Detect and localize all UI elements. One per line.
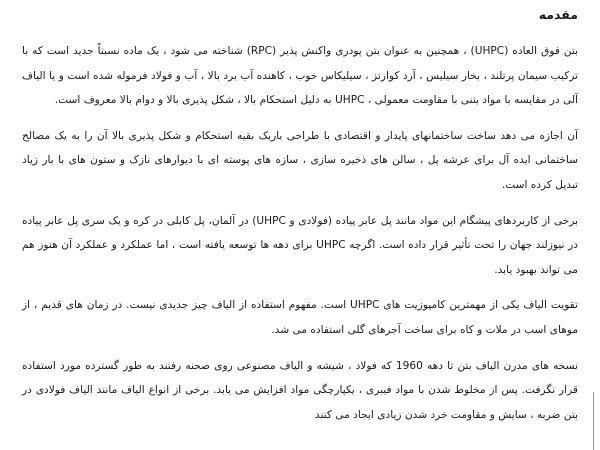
document-body <box>22 6 578 427</box>
paragraph-fiber-reinforcement: تقویت الیاف یکی از مهمترین کامپوزیت های UHPC است. مفهوم استفاده از الیاف چیز جدیدی نیست. در زمان های قدیم ، از موهای اسب در ملات و کاه برای ساخت آجرهای گلی استفاده می شد. <box>22 299 578 336</box>
paragraph-pioneer-applications: برخی از کاربردهای پیشگام این مواد مانند پل عابر پیاده (فولادی و UHPC) در آلمان، پل کابلی در کره و یک سری پل عابر پیاده در نیوزلند جهان را تحت تأثیر قرار داده است. اگرچه UHPC برای دهه ها توسعه یافته است ، اما عملکرد و عملکرد آن هنوز هم می تواند بهبود یابد. <box>22 214 578 276</box>
paragraph-modern-fibers: نسخه های مدرن الیاف بتن تا دهه 1960 که فولاد ، شیشه و الیاف مصنوعی روی صحنه رفتند به طور گسترده مورد استفاده قرار نگرفت. پس از مخلوط شدن با مواد فیبری ، یکپارچگی مواد افزایش می یابد. برخی از انواع الیاف مانند الیاف فولادی در بتن ضربه ، سایش و مقاومت خرد شدن زیادی ایجاد می کنند <box>22 359 578 421</box>
paragraph-sustainable-construction: آن اجازه می دهد ساخت ساختمانهای پایدار و اقتصادی با طراحی باریک بقیه استحکام و شکل پذیری بالا آن را به یک مصالح ساختمانی ایده آل برای عرشه پل ، سالن های ذخیره سازی ، سازه های پوسته ای با دیوارهای نازک و ستون های با بار زیاد تبدیل کرده است. <box>22 129 578 191</box>
page-edge-divider <box>593 392 594 450</box>
section-heading: مقدمه <box>538 7 578 22</box>
paragraph-uhpc-definition: بتن فوق العاده (UHPC) ، همچنین به عنوان بتن پودری واکنش پذیر (RPC) شناخته می شود ، یک ماده نسبتاً جدید است که با ترکیب سیمان پرتلند ، بخار سیلیس ، آرد کوارتز ، سیلیکاس خوب ، کاهنده آب برد بالا ، آب و فولاد فرموله شده است و یا الیاف آلی در مقایسه با مواد بتنی با مقاومت معمولی ، UHPC به دلیل استحکام بالا ، شکل پذیری بالا و دوام بالا معروف است. <box>22 45 578 107</box>
